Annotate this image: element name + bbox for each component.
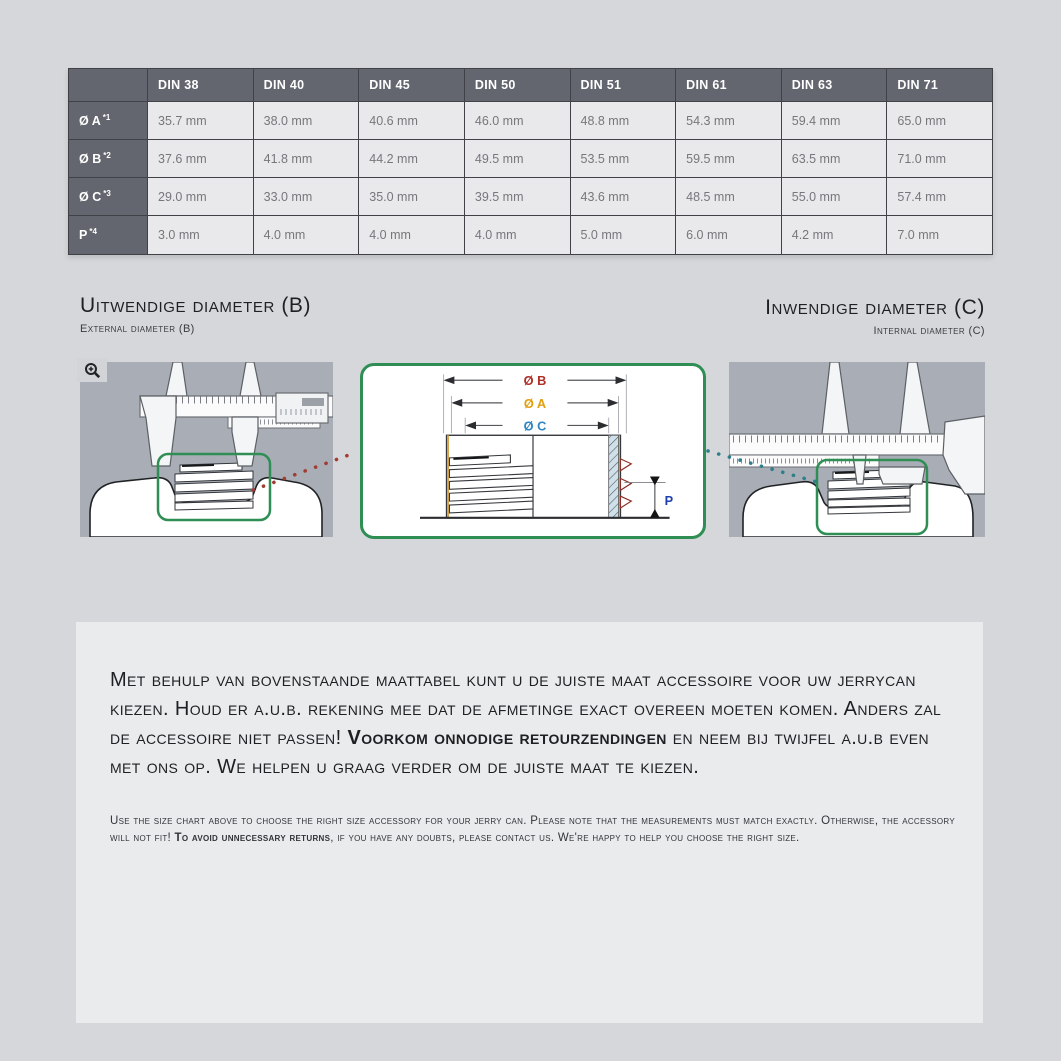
internal-measure-photo xyxy=(729,362,985,537)
row-footnote-marker: *2 xyxy=(103,151,111,161)
size-value-cell: 43.6 mm xyxy=(570,178,676,216)
english-note-text: Use the size chart above to choose the right size accessory for your jerry can. Please note that the measurements must match exactly. Otherwise, the accessory will not fit! xyxy=(110,815,955,844)
row-header-diameter-b xyxy=(69,140,148,178)
size-value-cell: 37.6 mm xyxy=(148,140,254,178)
size-value-cell: 4.0 mm xyxy=(253,216,359,254)
english-note xyxy=(110,813,973,847)
size-value-cell: 48.8 mm xyxy=(570,102,676,140)
english-note-text: , if you have any doubts, please contact us. We're happy to help you choose the right size. xyxy=(330,832,800,844)
internal-diameter-subtitle: Internal diameter (C) xyxy=(873,325,985,337)
size-value-cell: 57.4 mm xyxy=(887,178,993,216)
size-value-cell: 55.0 mm xyxy=(781,178,887,216)
size-value-cell: 39.5 mm xyxy=(464,178,570,216)
dim-a-label: Ø A xyxy=(523,395,547,411)
dutch-note-bold: Voorkom onnodige retourzendingen xyxy=(347,727,667,749)
size-value-cell: 40.6 mm xyxy=(359,102,465,140)
size-value-cell: 48.5 mm xyxy=(676,178,782,216)
col-header-din45: DIN 45 xyxy=(359,69,465,102)
size-value-cell: 59.4 mm xyxy=(781,102,887,140)
size-value-cell: 33.0 mm xyxy=(253,178,359,216)
internal-caliper-illustration xyxy=(729,362,985,537)
row-header-pitch xyxy=(69,216,148,254)
dutch-note-text: en neem bij twijfel a.u.b even met ons op. We helpen u graag verder om de juiste maat te kiezen. xyxy=(110,727,930,778)
size-value-cell: 41.8 mm xyxy=(253,140,359,178)
size-value-cell: 53.5 mm xyxy=(570,140,676,178)
table-row-diameter-b xyxy=(69,140,993,178)
external-diameter-title: Uitwendige diameter (B) xyxy=(80,294,312,317)
external-measure-photo xyxy=(80,362,333,537)
size-value-cell: 63.5 mm xyxy=(781,140,887,178)
row-label: P xyxy=(79,228,88,243)
row-label: Ø C xyxy=(79,190,102,205)
row-label: Ø A xyxy=(79,114,101,129)
row-label: Ø B xyxy=(79,152,102,167)
col-header-din61: DIN 61 xyxy=(676,69,782,102)
size-value-cell: 29.0 mm xyxy=(148,178,254,216)
spout-cross-section xyxy=(420,435,670,518)
size-value-cell: 71.0 mm xyxy=(887,140,993,178)
col-header-din71: DIN 71 xyxy=(887,69,993,102)
size-chart-corner-cell xyxy=(69,69,148,102)
internal-diameter-title: Inwendige diameter (C) xyxy=(765,296,985,319)
size-value-cell: 44.2 mm xyxy=(359,140,465,178)
dim-b-label: Ø B xyxy=(523,373,547,389)
external-diameter-heading xyxy=(80,294,311,335)
row-header-diameter-c xyxy=(69,178,148,216)
row-footnote-marker: *3 xyxy=(103,189,111,199)
size-value-cell: 59.5 mm xyxy=(676,140,782,178)
size-value-cell: 38.0 mm xyxy=(253,102,359,140)
table-row-pitch xyxy=(69,216,993,254)
size-value-cell: 5.0 mm xyxy=(570,216,676,254)
external-caliper-illustration xyxy=(80,362,333,537)
table-row-diameter-a xyxy=(69,102,993,140)
size-chart-table xyxy=(68,68,993,255)
pitch-dimension xyxy=(624,477,673,518)
size-value-cell: 49.5 mm xyxy=(464,140,570,178)
external-diameter-subtitle: External diameter (B) xyxy=(80,323,195,335)
size-value-cell: 4.2 mm xyxy=(781,216,887,254)
caliper xyxy=(140,362,333,466)
size-value-cell: 54.3 mm xyxy=(676,102,782,140)
threaded-spout xyxy=(175,463,253,510)
thread-diagram xyxy=(363,366,703,536)
size-chart-header-row xyxy=(69,69,993,102)
zoom-in-icon[interactable] xyxy=(77,358,107,382)
dim-c-label: Ø C xyxy=(523,418,547,434)
note-box xyxy=(76,622,983,1023)
size-value-cell: 3.0 mm xyxy=(148,216,254,254)
pitch-label: P xyxy=(664,493,674,509)
size-value-cell: 7.0 mm xyxy=(887,216,993,254)
dutch-note-text: Met behulp van bovenstaande maattabel kunt u de juiste maat accessoire voor uw jerrycan kiezen. Houd er a.u.b. rekening mee dat de afmetinge exact overeen moeten komen. Anders zal de accessoire niet passen! xyxy=(110,669,942,749)
size-value-cell: 65.0 mm xyxy=(887,102,993,140)
size-value-cell: 35.0 mm xyxy=(359,178,465,216)
col-header-din50: DIN 50 xyxy=(464,69,570,102)
col-header-din40: DIN 40 xyxy=(253,69,359,102)
size-value-cell: 4.0 mm xyxy=(464,216,570,254)
row-header-diameter-a xyxy=(69,102,148,140)
caliper xyxy=(729,362,985,494)
col-header-din63: DIN 63 xyxy=(781,69,887,102)
size-value-cell: 6.0 mm xyxy=(676,216,782,254)
english-note-bold: To avoid unnecessary returns xyxy=(174,832,331,844)
size-value-cell: 46.0 mm xyxy=(464,102,570,140)
dutch-note xyxy=(110,666,945,782)
row-footnote-marker: *1 xyxy=(102,113,111,122)
col-header-din51: DIN 51 xyxy=(570,69,676,102)
internal-diameter-heading xyxy=(765,296,985,337)
col-header-din38: DIN 38 xyxy=(148,69,254,102)
thread-diagram-panel xyxy=(360,363,706,539)
table-row-diameter-c xyxy=(69,178,993,216)
row-footnote-marker: *4 xyxy=(89,227,97,237)
size-value-cell: 35.7 mm xyxy=(148,102,254,140)
size-value-cell: 4.0 mm xyxy=(359,216,465,254)
